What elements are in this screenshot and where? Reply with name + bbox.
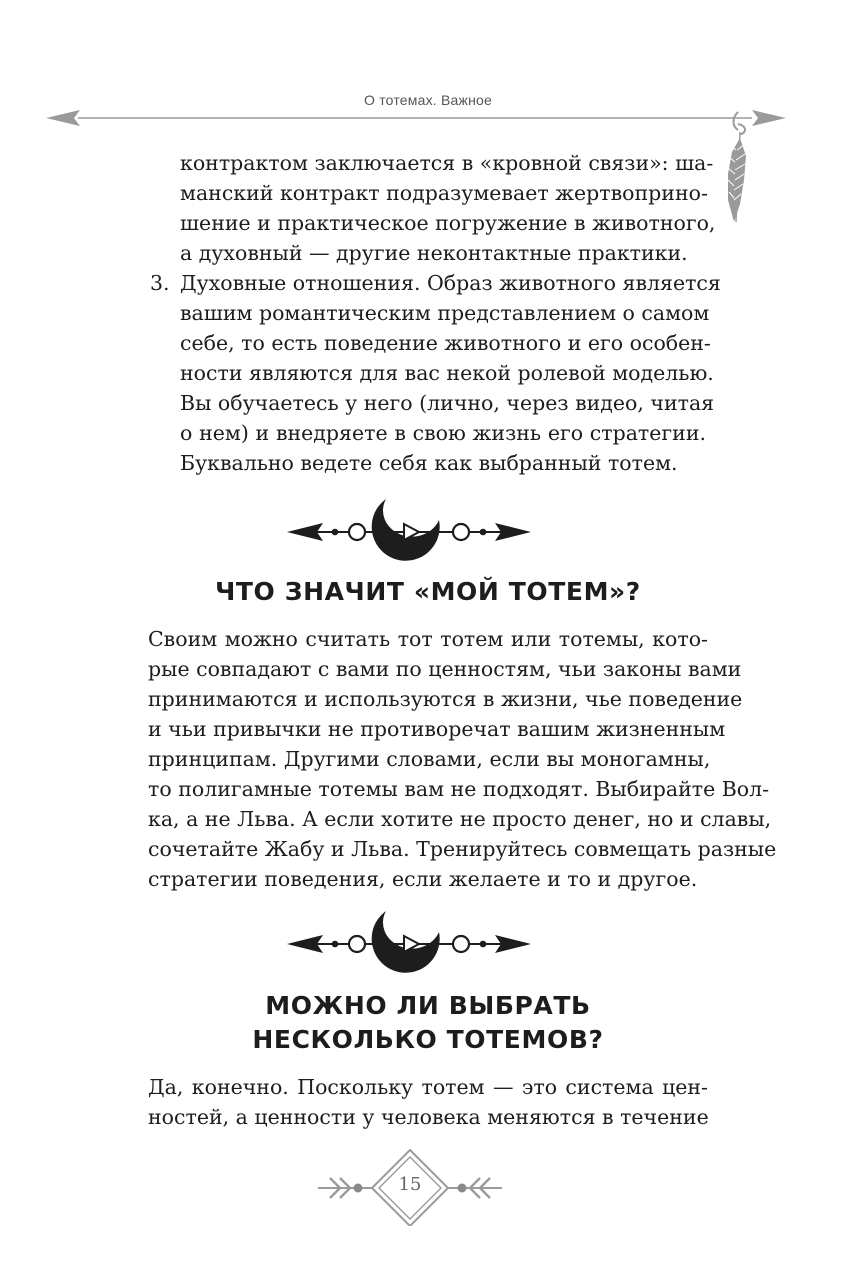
- section-heading-line: МОЖНО ЛИ ВЫБРАТЬ: [265, 991, 591, 1020]
- text-line: рые совпадают с вами по ценностям, чьи законы вами: [148, 657, 742, 681]
- text-line: ности являются для вас некой ролевой моделью.: [180, 361, 714, 385]
- list-number: 3.: [150, 271, 170, 295]
- intro-paragraph: [180, 148, 716, 268]
- section1-paragraph: [148, 624, 777, 894]
- section-heading: ЧТО ЗНАЧИТ «МОЙ ТОТЕМ»?: [215, 577, 641, 606]
- text-line: шение и практическое погружение в животного,: [180, 211, 716, 235]
- text-line: Буквально ведете себя как выбранный тотем.: [180, 451, 678, 475]
- text-line: ностей, а ценности у человека меняются в течение: [148, 1105, 709, 1129]
- text-line: сочетайте Жабу и Льва. Тренируйтесь совмещать разные: [148, 837, 777, 861]
- text-line: стратегии поведения, если желаете и то и другое.: [148, 867, 698, 891]
- text-line: контрактом заключается в «кровной связи»: ша-: [180, 151, 714, 175]
- text-line: принимаются и используются в жизни, чье поведение: [148, 687, 743, 711]
- text-line: ка, а не Льва. А если хотите не просто денег, но и славы,: [148, 807, 772, 831]
- text-line: вашим романтическим представлением о самом: [180, 301, 710, 325]
- crescent-arrow-ornament-icon: [283, 906, 535, 976]
- text-line: Вы обучаетесь у него (лично, через видео, читая: [180, 391, 715, 415]
- text-line: Духовные отношения. Образ животного является: [180, 271, 721, 295]
- text-line: принципам. Другими словами, если вы моногамны,: [148, 747, 711, 771]
- section-heading-line: НЕСКОЛЬКО ТОТЕМОВ?: [252, 1025, 604, 1054]
- text-line: себе, то есть поведение животного и его особен-: [180, 331, 711, 355]
- crescent-arrow-ornament-icon: [283, 494, 535, 564]
- text-line: о нем) и внедряете в свою жизнь его стратегии.: [180, 421, 706, 445]
- section2-paragraph: [148, 1072, 708, 1132]
- text-line: Да, конечно. Поскольку тотем — это система цен-: [148, 1075, 708, 1099]
- text-line: а духовный — другие неконтактные практики.: [180, 241, 688, 265]
- text-line: и чьи привычки не противоречат вашим жизненным: [148, 717, 726, 741]
- page-number: 15: [398, 1174, 422, 1195]
- text-line: манский контракт подразумевает жертвоприно-: [180, 181, 708, 205]
- text-line: Своим можно считать тот тотем или тотемы, кото-: [148, 627, 708, 651]
- list-item-paragraph: [180, 268, 721, 478]
- running-title: О тотемах. Важное: [364, 92, 492, 108]
- text-line: то полигамные тотемы вам не подходят. Выбирайте Вол-: [148, 777, 770, 801]
